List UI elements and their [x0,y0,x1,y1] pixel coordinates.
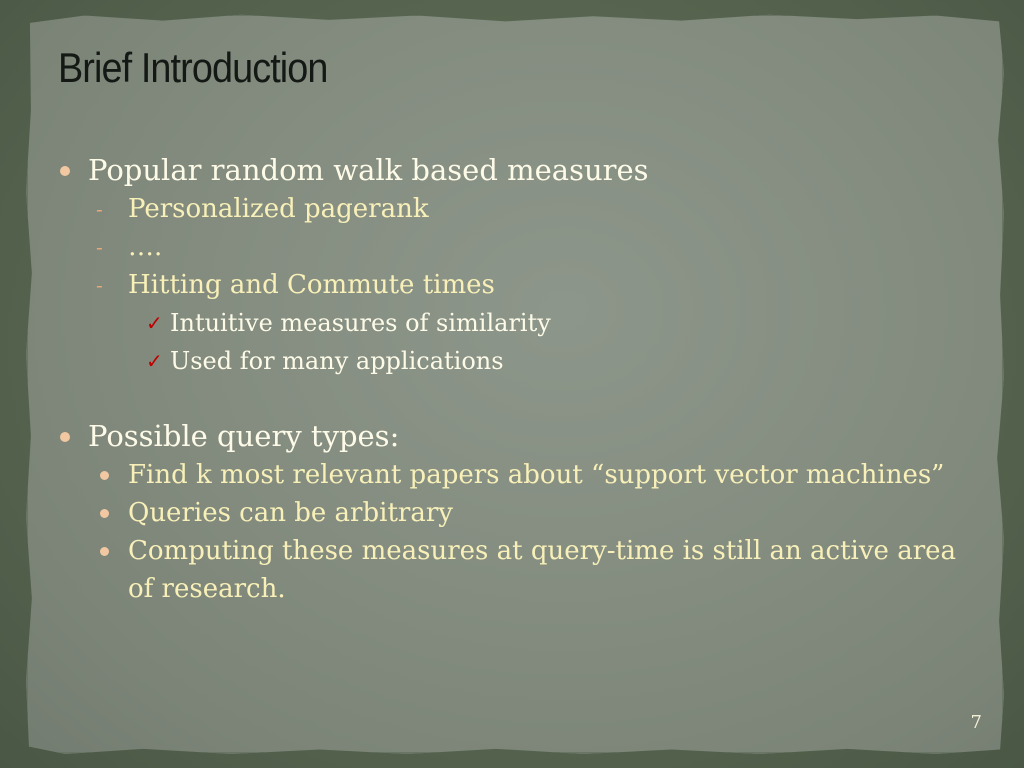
check-item-intuitive [58,304,978,342]
dash-icon: - [96,235,103,259]
check-item-text: Used for many applications [170,347,504,375]
sub-bullet-text: Personalized pagerank [128,194,429,224]
bullet-dot-icon [60,166,70,176]
sub-bullet-text: Computing these measures at query-time is still an active area of research. [128,536,957,604]
checkmark-icon: ✓ [146,311,163,335]
sub-bullet-text: Find k most relevant papers about “support vector machines” [128,460,945,490]
bullet-query-types [58,416,978,456]
sub-bullet-text: Queries can be arbitrary [128,498,453,528]
dash-icon: - [96,273,103,297]
page-number: 7 [970,712,982,733]
bullet-text: Popular random walk based measures [88,153,649,187]
bullet-dot-icon [60,432,70,442]
sub-bullet-text: Hitting and Commute times [128,270,495,300]
bullet-dot-icon [100,509,109,518]
sub-bullet-text: …. [128,232,163,262]
checkmark-icon: ✓ [146,349,163,373]
bullet-dot-icon [100,547,109,556]
sub-bullet-arbitrary-queries [58,494,978,532]
slide-title: Brief Introduction [58,44,328,91]
bullet-dot-icon [100,471,109,480]
dash-icon: - [96,197,103,221]
sub-bullet-find-papers [58,456,978,494]
sub-bullet-query-time [58,532,978,608]
check-item-applications [58,342,978,380]
sub-bullet-personalized-pagerank [58,190,978,228]
bullet-text: Possible query types: [88,419,400,453]
sub-bullet-hitting-commute [58,266,978,304]
sub-bullet-ellipsis [58,228,978,266]
bullet-popular-measures [58,150,978,190]
slide-content [58,150,978,608]
check-item-text: Intuitive measures of similarity [170,309,551,337]
section-gap [58,380,978,416]
